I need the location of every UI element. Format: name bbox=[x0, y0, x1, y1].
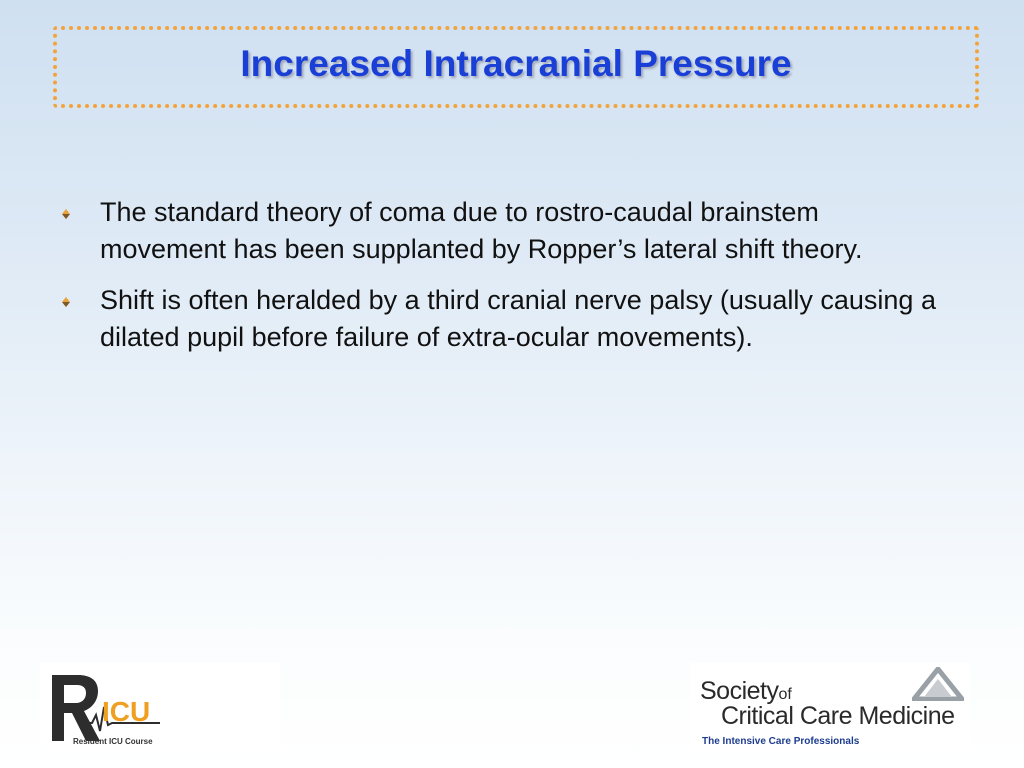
svg-text:ICU: ICU bbox=[102, 696, 151, 727]
bullet-text: Shift is often heralded by a third cranial nerve palsy (usually causing a dilated pupil before failure of extra-ocular movements). bbox=[100, 285, 936, 352]
bullet-item bbox=[58, 194, 948, 268]
ricu-subtext: Resident ICU Course bbox=[73, 737, 153, 746]
bullet-item bbox=[58, 282, 948, 356]
bullet-icon bbox=[62, 297, 70, 307]
sccm-tagline: The Intensive Care Professionals bbox=[702, 736, 860, 747]
sccm-of-text: of bbox=[778, 686, 792, 703]
ricu-logo bbox=[40, 663, 280, 753]
bullet-text: The standard theory of coma due to rostro-caudal brainstem movement has been supplanted by Ropper’s lateral shift theory. bbox=[100, 197, 863, 264]
sccm-logo bbox=[690, 663, 970, 753]
footer bbox=[0, 655, 1024, 755]
bullet-list bbox=[58, 194, 948, 370]
sccm-name-text: Critical Care Medicine bbox=[721, 702, 955, 730]
bullet-icon bbox=[62, 209, 70, 219]
sccm-triangle-mark-icon bbox=[912, 667, 964, 701]
sccm-society-text: Societyof bbox=[700, 677, 792, 705]
title-box bbox=[53, 26, 979, 108]
slide-title: Increased Intracranial Pressure bbox=[240, 43, 792, 84]
